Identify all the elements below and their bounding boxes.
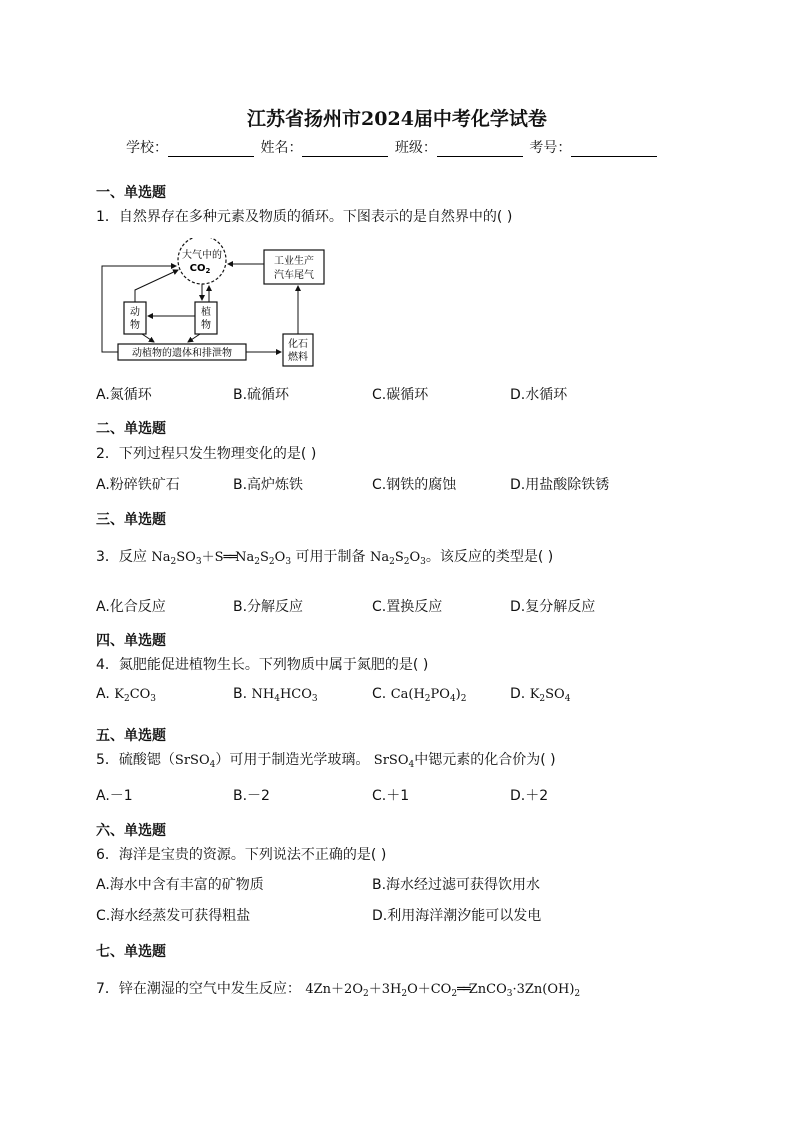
question-4-stem: 4．氮肥能促进植物生长。下列物质中属于氮肥的是( ) [96, 657, 429, 673]
q6-option-d[interactable]: D.利用海洋潮汐能可以发电 [372, 908, 542, 924]
section-heading-3: 三、单选题 [96, 512, 166, 528]
section-heading-6: 六、单选题 [96, 823, 166, 839]
q4-option-a[interactable]: A. $K_2CO_3$ [96, 686, 157, 704]
class-label: 班级： [394, 140, 437, 156]
q1-option-c[interactable]: C.碳循环 [372, 387, 429, 403]
atmosphere-co2-node [178, 238, 226, 284]
q3-product: $Na_2S_2O_3$ [369, 550, 426, 567]
q2-option-d[interactable]: D.用盐酸除铁锈 [510, 477, 610, 493]
q5-option-c[interactable]: C.＋1 [372, 788, 410, 804]
section-heading-2: 二、单选题 [96, 421, 166, 437]
q3-equation: $Na_2SO_3+S══Na_2S_2O_3$ [151, 550, 292, 567]
q6-option-c[interactable]: C.海水经蒸发可获得粗盐 [96, 908, 251, 924]
q1-option-a[interactable]: A.氮循环 [96, 387, 152, 403]
industry-label-a: 工业生产 [274, 256, 314, 267]
number-blank[interactable] [571, 142, 657, 157]
name-label: 姓名： [260, 140, 303, 156]
section-heading-7: 七、单选题 [96, 944, 166, 960]
arrow-animal-to-co2 [135, 270, 178, 302]
question-5-stem: 5．硫酸锶（SrSO$_4$）可用于制造光学玻璃。 SrSO$_4$中锶元素的化合价为( ) [96, 752, 556, 770]
carbon-cycle-diagram [96, 238, 336, 368]
plant-label-a: 植 [201, 307, 211, 318]
q6-option-a[interactable]: A.海水中含有丰富的矿物质 [96, 877, 264, 893]
fossil-label-b: 燃料 [288, 352, 308, 363]
question-3-stem: 3．反应 $Na_2SO_3+S══Na_2S_2O_3$ 可用于制备 $Na_2S_2O_3$。该反应的类型是( ) [96, 549, 554, 567]
co2-label-b: $CO_2$ [189, 263, 211, 275]
q2-option-b[interactable]: B.高炉炼铁 [233, 477, 304, 493]
q3-option-a[interactable]: A.化合反应 [96, 599, 166, 615]
arrow-animal-to-remains [142, 334, 154, 342]
page-title: 江苏省扬州市2024届中考化学试卷 [247, 108, 547, 130]
section-heading-4: 四、单选题 [96, 633, 166, 649]
remains-label: 动植物的遗体和排泄物 [132, 348, 232, 359]
student-info-line [126, 137, 659, 157]
q5-option-b[interactable]: B.－2 [233, 788, 270, 804]
section-heading-5: 五、单选题 [96, 728, 166, 744]
number-label: 考号： [529, 140, 572, 156]
school-blank[interactable] [168, 142, 254, 157]
arrow-plant-to-remains [188, 334, 200, 342]
question-7-stem: 7．锌在潮湿的空气中发生反应： $4Zn+2O_2+3H_2O+CO_2══ZnCO_3\cdot 3Zn(OH)_2$ [96, 981, 581, 999]
question-1-stem: 1．自然界存在多种元素及物质的循环。下图表示的是自然界中的( ) [96, 209, 513, 225]
q1-option-d[interactable]: D.水循环 [510, 387, 568, 403]
school-label: 学校： [126, 140, 168, 156]
plant-label-b: 物 [201, 320, 211, 331]
co2-label-a: 大气中的 [182, 250, 222, 261]
animal-label-b: 物 [130, 320, 140, 331]
section-heading-1: 一、单选题 [96, 185, 166, 201]
q5-option-a[interactable]: A.－1 [96, 788, 133, 804]
question-2-stem: 2．下列过程只发生物理变化的是( ) [96, 446, 317, 462]
q6-option-b[interactable]: B.海水经过滤可获得饮用水 [372, 877, 541, 893]
q3-option-d[interactable]: D.复分解反应 [510, 599, 596, 615]
q4-option-d[interactable]: D. $K_2SO_4$ [510, 686, 571, 704]
q1-option-b[interactable]: B.硫循环 [233, 387, 290, 403]
class-blank[interactable] [437, 142, 523, 157]
fossil-label-a: 化石 [288, 339, 308, 350]
name-blank[interactable] [302, 142, 388, 157]
q5-option-d[interactable]: D.＋2 [510, 788, 549, 804]
q4-option-c[interactable]: C. $Ca(H_2PO_4)_2$ [372, 686, 467, 704]
q2-option-c[interactable]: C.钢铁的腐蚀 [372, 477, 457, 493]
q7-equation: $4Zn+2O_2+3H_2O+CO_2══ZnCO_3\cdot 3Zn(OH)_2$ [305, 982, 581, 999]
industry-label-b: 汽车尾气 [274, 270, 314, 281]
q2-option-a[interactable]: A.粉碎铁矿石 [96, 477, 180, 493]
q3-option-c[interactable]: C.置换反应 [372, 599, 443, 615]
question-6-stem: 6．海洋是宝贵的资源。下列说法不正确的是( ) [96, 847, 387, 863]
animal-label-a: 动 [130, 307, 140, 318]
q4-option-b[interactable]: B. $NH_4HCO_3$ [233, 686, 318, 704]
q3-option-b[interactable]: B.分解反应 [233, 599, 304, 615]
